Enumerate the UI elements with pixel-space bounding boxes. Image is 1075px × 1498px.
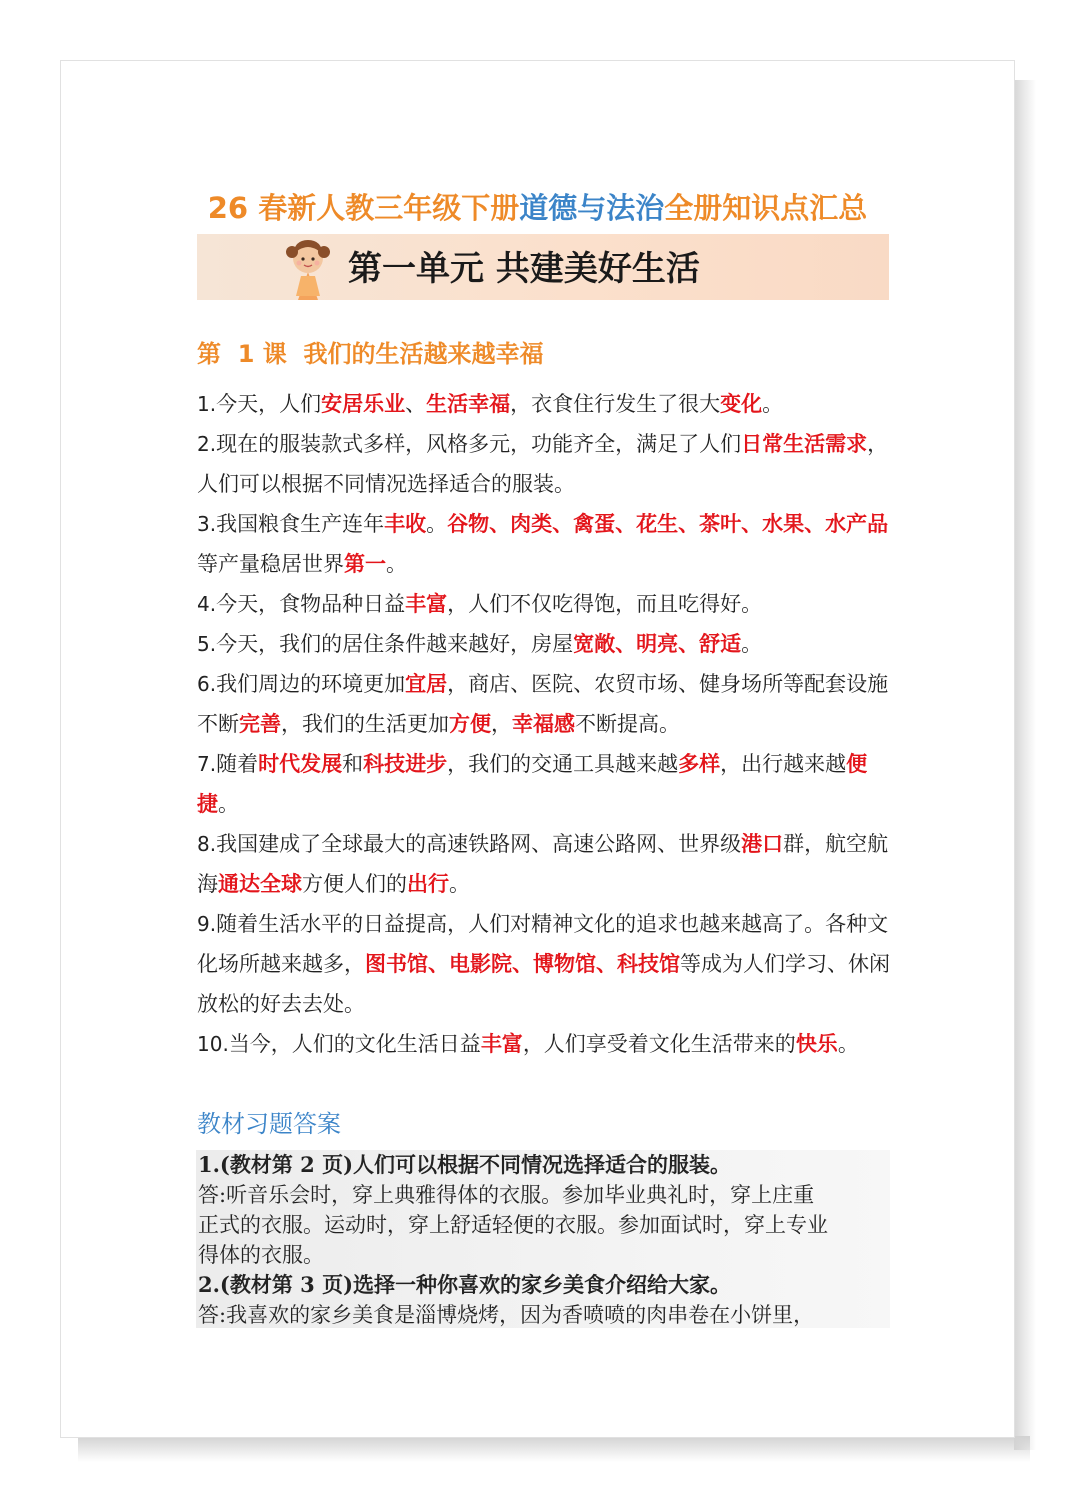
knowledge-points-list: [197, 384, 897, 1064]
point-number: 4.: [197, 592, 217, 616]
point-text: 当今，人们的文化生活日益: [228, 1032, 481, 1056]
point-text: 我们周边的环境更加: [216, 672, 406, 696]
knowledge-point-3: [197, 504, 897, 584]
page-shadow-bottom: [78, 1436, 1030, 1462]
highlight-keyword: 快乐: [795, 1031, 838, 1056]
point-text: 我国粮食生产连年: [216, 512, 385, 536]
point-text: ，: [491, 712, 512, 736]
point-text: 今天，我们的居住条件越来越好，房屋: [216, 632, 574, 656]
answer-line: 答:听音乐会时，穿上典雅得体的衣服。参加毕业典礼时，穿上庄重: [198, 1183, 815, 1207]
answer-line: 答:我喜欢的家乡美食是淄博烧烤，因为香喷喷的肉串卷在小饼里，: [198, 1303, 815, 1327]
title-part-summary: 全册知识点汇总: [664, 191, 868, 225]
point-number: 9.: [197, 912, 217, 936]
point-text: 我国建成了全球最大的高速铁路网、高速公路网、世界级: [216, 832, 742, 856]
point-text: 等产量稳居世界: [197, 552, 344, 576]
highlight-keyword: 完善: [239, 711, 281, 736]
point-text: 和: [342, 752, 364, 776]
point-text: 、: [405, 392, 427, 416]
answers-list: [198, 1150, 898, 1330]
point-text: ，商店、医院、农贸市场、健身场所等配套设施不断: [197, 672, 889, 736]
point-text: 随着: [216, 752, 259, 776]
point-text: 随着生活水平的日益提高，人们对精神文化的追求也越来越高了。各种文化场所越来越多，: [197, 912, 889, 976]
point-text: 不断提高。: [575, 712, 680, 736]
knowledge-point-6: [197, 664, 897, 744]
point-number: 5.: [197, 632, 217, 656]
point-text: 现在的服装款式多样，风格多元，功能齐全，满足了人们: [216, 432, 742, 456]
lesson-title: 第 1 课 我们的生活越来越幸福: [197, 340, 544, 368]
highlight-keyword: 科技进步: [363, 751, 448, 776]
point-text: 。: [762, 392, 784, 416]
knowledge-point-2: [197, 424, 897, 504]
knowledge-point-4: [197, 584, 897, 624]
title-part-grade: 26 春新人教三年级下册: [207, 191, 520, 225]
knowledge-point-5: [197, 624, 897, 664]
highlight-keyword: 生活幸福: [426, 391, 511, 416]
point-text: ，人们可以根据不同情况选择适合的服装。: [197, 432, 889, 496]
highlight-keyword: 通达全球: [218, 871, 302, 896]
highlight-keyword: 丰收: [384, 511, 427, 536]
point-text: ，我们的生活更加: [281, 712, 449, 736]
highlight-keyword: 图书馆、电影院、博物馆、科技馆: [365, 951, 680, 976]
point-text: 群，航空航海: [197, 832, 889, 896]
point-text: 。: [218, 792, 239, 816]
highlight-keyword: 宜居: [405, 671, 448, 696]
point-text: 。: [449, 872, 470, 896]
point-number: 8.: [197, 832, 217, 856]
point-text: 。: [426, 512, 448, 536]
point-number: 10.: [197, 1032, 229, 1056]
point-text: ，我们的交通工具越来越: [447, 752, 679, 776]
knowledge-point-8: [197, 824, 897, 904]
girl-illustration: [268, 228, 348, 308]
point-text: 今天，人们: [216, 392, 322, 416]
point-text: 方便人们的: [302, 872, 407, 896]
highlight-keyword: 第一: [344, 551, 386, 576]
highlight-keyword: 变化: [720, 391, 763, 416]
answers-heading: 教材习题答案: [197, 1110, 341, 1138]
highlight-keyword: 港口: [741, 831, 784, 856]
highlight-keyword: 安居乐业: [321, 391, 406, 416]
highlight-keyword: 出行: [407, 871, 449, 896]
point-text: ，衣食住行发生了很大: [510, 392, 721, 416]
point-text: ，人们享受着文化生活带来的: [522, 1032, 796, 1056]
point-text: 。: [741, 632, 763, 656]
knowledge-point-9: [197, 904, 897, 1024]
highlight-keyword: 丰富: [480, 1031, 523, 1056]
page-shadow-right: [1014, 80, 1036, 1450]
point-text: ，出行越来越: [720, 752, 847, 776]
answer-line: 得体的衣服。: [198, 1243, 324, 1267]
knowledge-point-10: [197, 1024, 897, 1064]
title-part-subject: 道德与法治: [519, 191, 665, 225]
point-number: 3.: [197, 512, 217, 536]
point-text: 等成为人们学习、休闲放松的好去去处。: [197, 952, 890, 1016]
highlight-keyword: 宽敞、明亮、舒适: [573, 631, 742, 656]
unit-title: 第一单元 共建美好生活: [348, 249, 700, 289]
point-text: 今天，食物品种日益: [216, 592, 406, 616]
point-text: 。: [837, 1032, 859, 1056]
highlight-keyword: 谷物、肉类、禽蛋、花生、茶叶、水果、水产品: [447, 511, 889, 536]
highlight-keyword: 幸福感: [512, 711, 575, 736]
highlight-keyword: 日常生活需求: [741, 431, 868, 456]
highlight-keyword: 便捷: [197, 751, 868, 816]
point-number: 6.: [197, 672, 217, 696]
point-number: 7.: [197, 752, 217, 776]
question-line: 2.(教材第 3 页)选择一种你喜欢的家乡美食介绍给大家。: [198, 1272, 732, 1297]
answer-line: 正式的衣服。运动时，穿上舒适轻便的衣服。参加面试时，穿上专业: [198, 1213, 828, 1237]
knowledge-point-1: [197, 384, 897, 424]
point-number: 2.: [197, 432, 217, 456]
point-number: 1.: [197, 392, 217, 416]
question-line: 1.(教材第 2 页)人们可以根据不同情况选择适合的服装。: [198, 1152, 732, 1177]
point-text: 。: [386, 552, 407, 576]
highlight-keyword: 丰富: [405, 591, 448, 616]
knowledge-point-7: [197, 744, 897, 824]
highlight-keyword: 时代发展: [258, 751, 343, 776]
highlight-keyword: 方便: [449, 711, 491, 736]
point-text: ，人们不仅吃得饱，而且吃得好。: [447, 592, 763, 616]
document-title: [0, 186, 1075, 230]
highlight-keyword: 多样: [678, 751, 721, 776]
